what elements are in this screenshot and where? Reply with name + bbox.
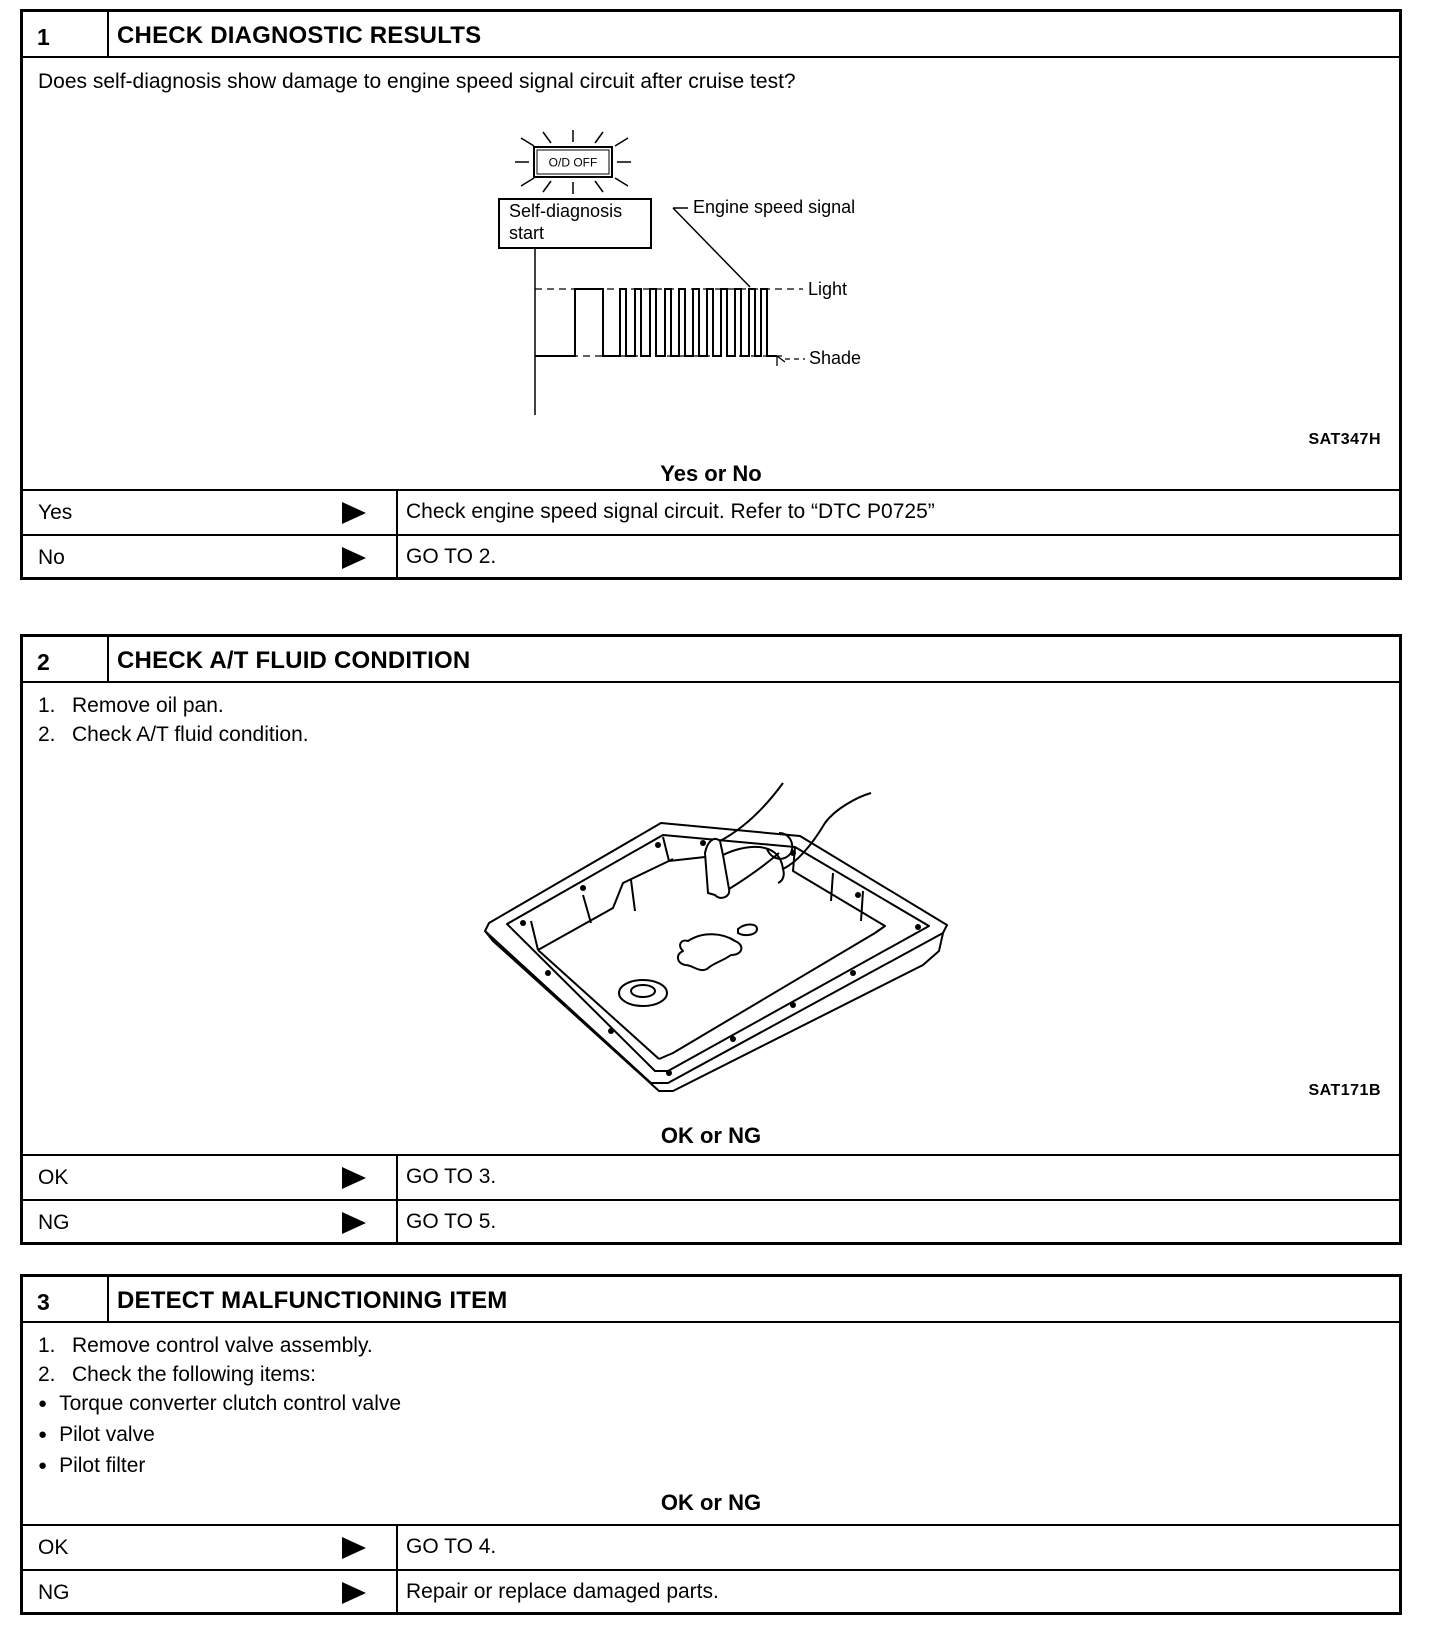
step-title: CHECK A/T FLUID CONDITION: [117, 647, 471, 674]
list-item: 2. Check the following items:: [38, 1363, 316, 1386]
result-row-no: [23, 534, 1399, 577]
arrow-right-icon: [342, 1212, 366, 1234]
question-prompt: OK or NG: [660, 1490, 762, 1515]
result-action: GO TO 4.: [406, 1535, 497, 1558]
result-row-ng: [23, 1569, 1399, 1612]
question-prompt: OK or NG: [660, 1123, 762, 1148]
result-action: GO TO 5.: [406, 1210, 497, 1233]
step-title: CHECK DIAGNOSTIC RESULTS: [117, 22, 482, 49]
arrow-right-icon: [342, 1582, 366, 1604]
check-items-list: [38, 1389, 1399, 1482]
step-number: 2: [23, 637, 109, 681]
instruction-text: [23, 1323, 1399, 1482]
self-diagnosis-label-line2: start: [509, 223, 545, 243]
list-item: ● Torque converter clutch control valve: [38, 1389, 1399, 1420]
step-2: [20, 634, 1402, 1245]
result-label: No: [23, 536, 398, 577]
question-prompt: Yes or No: [660, 461, 762, 486]
step-number: 3: [23, 1277, 109, 1321]
result-action: GO TO 2.: [406, 545, 497, 568]
result-label: NG: [23, 1571, 398, 1612]
shade-label: Shade: [809, 348, 862, 368]
self-diagnosis-label-line1: Self-diagnosis: [509, 201, 623, 221]
od-off-indicator: O/D OFF: [548, 155, 598, 170]
engine-speed-waveform: [535, 289, 777, 356]
light-label: Light: [808, 279, 848, 299]
step-header: [23, 12, 1399, 58]
step-header: [23, 1277, 1399, 1323]
result-action: GO TO 3.: [406, 1165, 497, 1188]
arrow-right-icon: [342, 502, 366, 524]
result-label: Yes: [23, 491, 398, 534]
step-3: [20, 1274, 1402, 1615]
list-item: 1. Remove control valve assembly.: [38, 1334, 373, 1357]
list-item: 1. Remove oil pan.: [38, 694, 224, 717]
step-question-text: Does self-diagnosis show damage to engine speed signal circuit after cruise test?: [38, 70, 796, 93]
result-action: Check engine speed signal circuit. Refer to “DTC P0725”: [406, 500, 935, 523]
step-body: [23, 683, 1399, 1156]
step-header: [23, 637, 1399, 683]
list-item: 2. Check A/T fluid condition.: [38, 723, 309, 746]
step-1: [20, 9, 1402, 580]
self-diagnosis-signal-figure: [23, 58, 1405, 491]
oil-pan-illustration: [23, 683, 1405, 1156]
list-item: ● Pilot filter: [38, 1451, 1399, 1482]
step-body: [23, 58, 1399, 491]
figure-code: SAT347H: [1308, 431, 1381, 448]
list-item: ● Pilot valve: [38, 1420, 1399, 1451]
result-row-ng: [23, 1199, 1399, 1242]
result-label: OK: [23, 1526, 398, 1569]
result-label: OK: [23, 1156, 398, 1199]
step-number: 1: [23, 12, 109, 56]
arrow-right-icon: [342, 1537, 366, 1559]
result-label: NG: [23, 1201, 398, 1242]
step-title: DETECT MALFUNCTIONING ITEM: [117, 1287, 508, 1314]
result-row-ok: [23, 1156, 1399, 1199]
figure-code: SAT171B: [1308, 1082, 1381, 1099]
step-body: [23, 1323, 1399, 1526]
engine-speed-signal-label: Engine speed signal: [693, 197, 856, 217]
result-action: Repair or replace damaged parts.: [406, 1580, 719, 1603]
instruction-list: [38, 1331, 1399, 1389]
result-row-ok: [23, 1526, 1399, 1569]
result-row-yes: [23, 491, 1399, 534]
arrow-right-icon: [342, 1167, 366, 1189]
arrow-right-icon: [342, 547, 366, 569]
